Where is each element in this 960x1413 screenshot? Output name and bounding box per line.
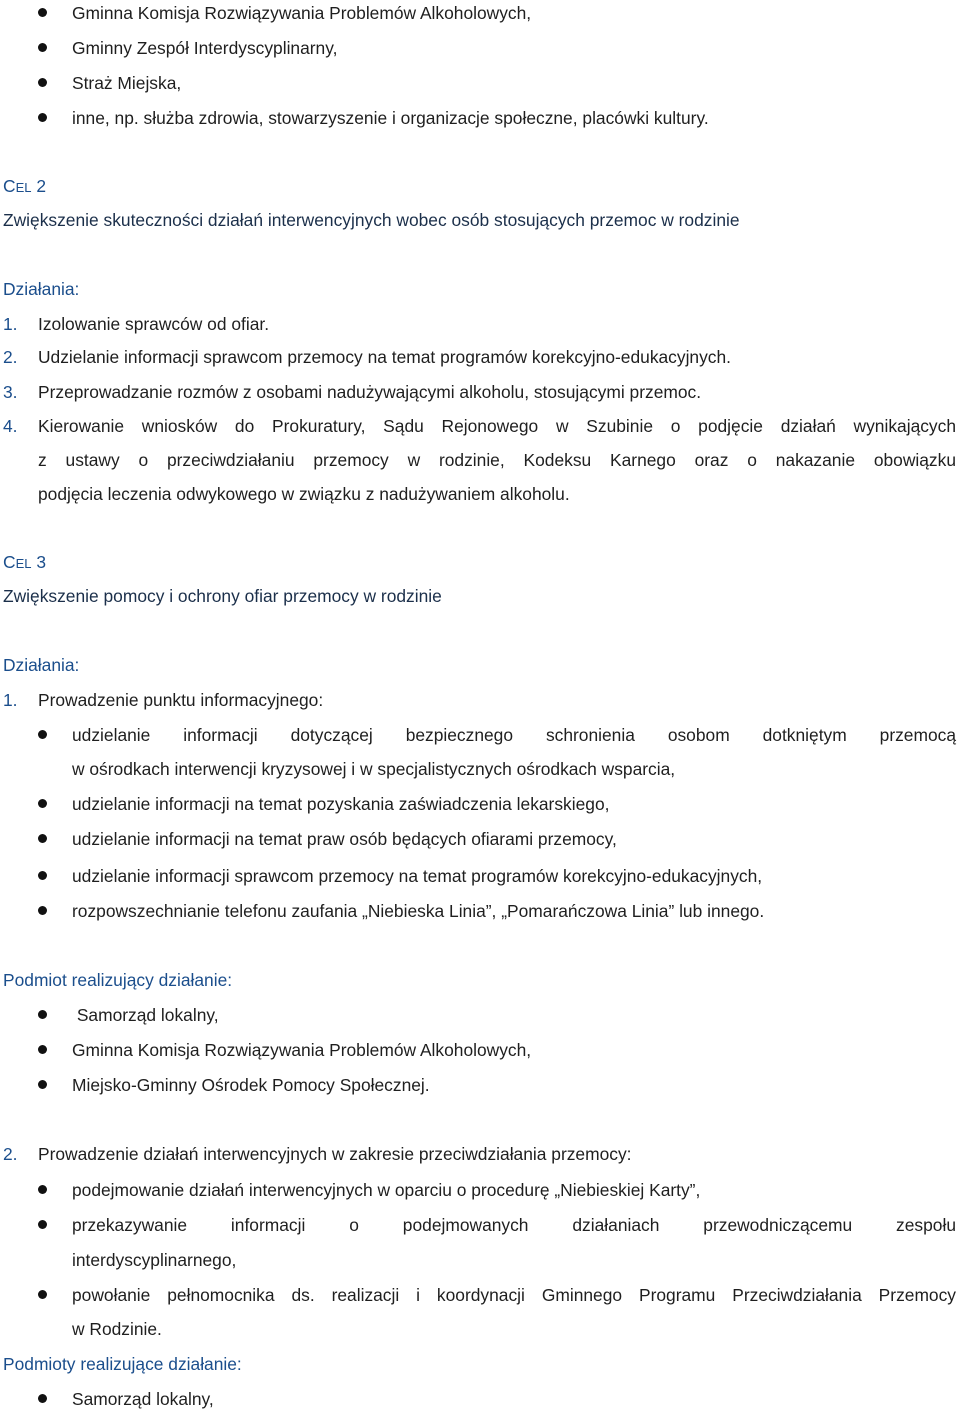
bullet-icon: [38, 834, 47, 843]
bullet-icon: [38, 1290, 47, 1299]
list-item-line: z ustawy o przeciwdziałaniu przemocy w rodzinie, Kodeksu Karnego oraz o nakazanie obowiązku: [38, 450, 956, 470]
bullet-icon: [38, 906, 47, 915]
bullet-icon: [38, 113, 47, 122]
list-item-line: Kierowanie wniosków do Prokuratury, Sądu Rejonowego w Szubinie o podjęcie działań wynikających: [38, 416, 956, 436]
bullet-icon: [38, 1185, 47, 1194]
subject-label: Podmioty realizujące działanie:: [3, 1354, 242, 1374]
subject-label: Podmiot realizujący działanie:: [3, 970, 233, 990]
actions-label: Działania:: [3, 655, 80, 675]
bullet-icon: [38, 1045, 47, 1054]
actions-label: Działania:: [3, 279, 80, 299]
bullet-icon: [38, 1080, 47, 1089]
list-item-line: w Rodzinie.: [72, 1319, 162, 1339]
bullet-icon: [38, 730, 47, 739]
list-item-line: w ośrodkach interwencji kryzysowej i w specjalistycznych ośrodkach wsparcia,: [72, 759, 676, 779]
list-item-line: podjęcia leczenia odwykowego w związku z nadużywaniem alkoholu.: [38, 484, 570, 504]
bullet-icon: [38, 871, 47, 880]
list-item-line: udzielanie informacji dotyczącej bezpiecznego schronienia osobom dotkniętym przemocą: [72, 725, 956, 745]
list-item-line: przekazywanie informacji o podejmowanych działaniach przewodniczącemu zespołu: [72, 1215, 956, 1235]
bullet-icon: [38, 1220, 47, 1229]
goal-heading: CEL 3: [3, 552, 46, 572]
list-item-line: powołanie pełnomocnika ds. realizacji i koordynacji Gminnego Programu Przeciwdziałania Przemocy: [72, 1285, 956, 1305]
bullet-icon: [38, 78, 47, 87]
bullet-icon: [38, 799, 47, 808]
goal-title: Zwiększenie pomocy i ochrony ofiar przemocy w rodzinie: [3, 586, 442, 606]
bullet-icon: [38, 1010, 47, 1019]
list-item-line: interdyscyplinarnego,: [72, 1250, 237, 1270]
goal-heading: CEL 2: [3, 176, 46, 196]
bullet-icon: [38, 8, 47, 17]
bullet-icon: [38, 1394, 47, 1403]
goal-title: Zwiększenie skuteczności działań interwencyjnych wobec osób stosujących przemoc w rodzinie: [3, 210, 740, 230]
bullet-icon: [38, 43, 47, 52]
